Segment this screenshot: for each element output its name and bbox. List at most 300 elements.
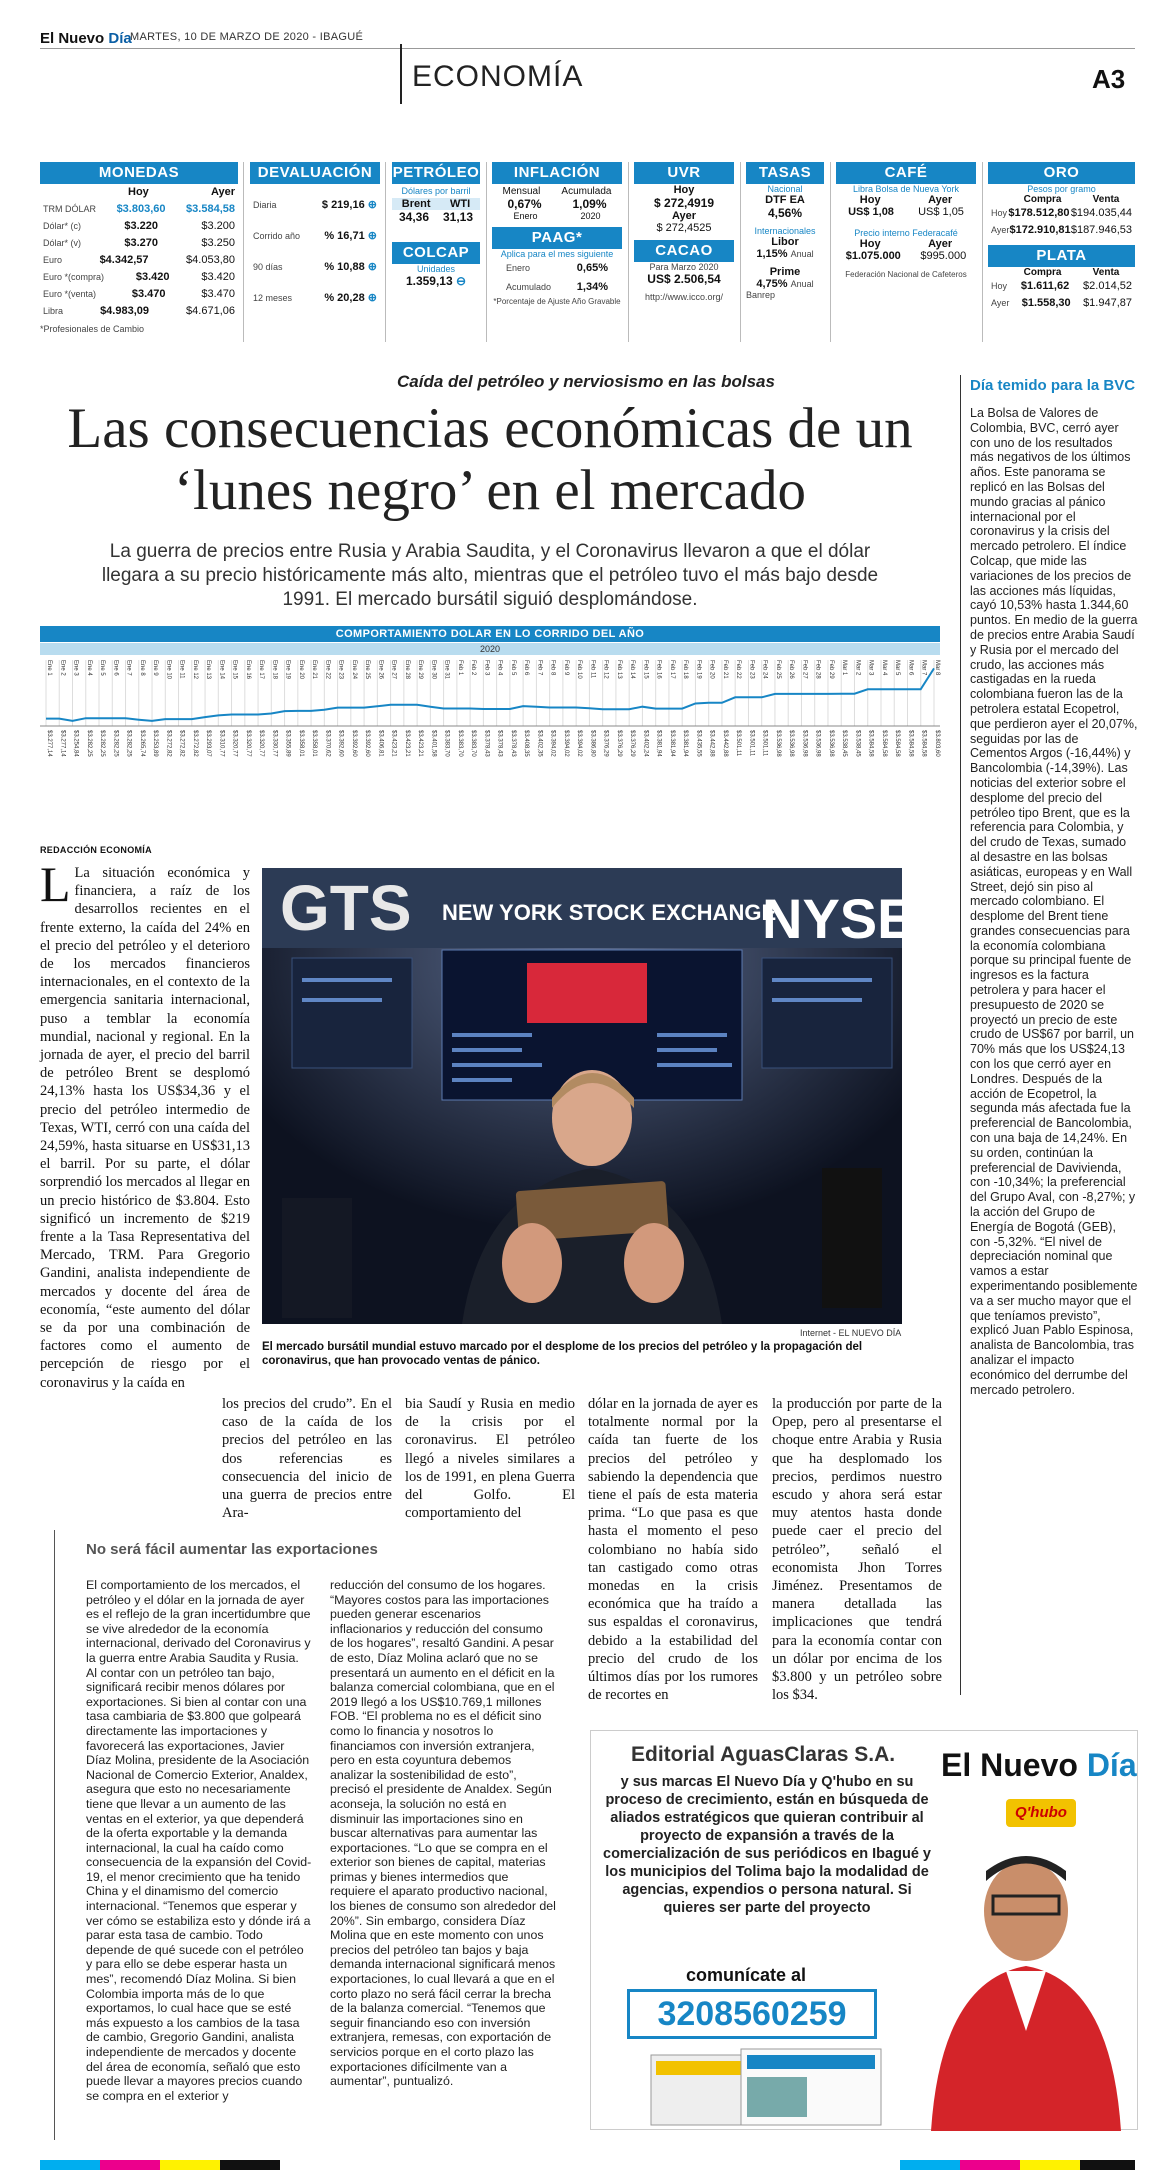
- chart-value-label: $3.378,43: [496, 730, 503, 757]
- chart-value-label: $3.355,89: [284, 730, 291, 757]
- article-column-1: [40, 856, 250, 1470]
- plata-rows-cell: Hoy: [991, 281, 1008, 291]
- sidebar-rule: [960, 375, 961, 1695]
- cafe-ny-ayer: US$ 1,05: [918, 206, 964, 218]
- cafe-hoy-label-2: Hoy: [859, 238, 881, 250]
- monedas-rows-cell: $3.420: [201, 271, 235, 283]
- cacao-source: http://www.icco.org/: [644, 292, 724, 302]
- monedas-rows-cell: $3.584,58: [186, 203, 235, 215]
- oro-title: ORO: [988, 162, 1135, 184]
- chart-x-tick: Feb 25: [774, 660, 781, 679]
- monedas-col-ayer: Ayer: [210, 186, 235, 198]
- chart-value-label: $3.320,77: [231, 730, 238, 757]
- inflacion-title: INFLACIÓN: [492, 162, 622, 184]
- deval-rows-cell: % 20,28 ⊕: [324, 292, 377, 304]
- chart-value-label: $3.584,58: [867, 730, 874, 757]
- plata-rows-cell: Ayer: [991, 298, 1010, 308]
- chart-x-tick: Ene 13: [205, 660, 212, 680]
- chart-value-label: $3.536,98: [827, 730, 834, 757]
- section-divider: [400, 44, 402, 104]
- chart-x-tick: Ene 6: [112, 660, 119, 676]
- colcap-title: COLCAP: [392, 242, 480, 264]
- deval-rows-cell: Diaria: [253, 200, 277, 210]
- monedas-rows-row: [40, 235, 238, 252]
- ad-logo-prefix: El Nuevo: [941, 1747, 1078, 1783]
- chart-value-label: $3.423,21: [417, 730, 424, 757]
- devaluacion-table: [250, 190, 380, 314]
- sign-nyse-long: NEW YORK STOCK EXCHANGE: [442, 900, 777, 925]
- chart-x-tick: Feb 14: [629, 660, 636, 679]
- oro-rows-cell: $178.512,80: [1008, 207, 1070, 219]
- chart-value-label: $3.320,77: [244, 730, 251, 757]
- chart-x-tick: Ene 19: [284, 660, 291, 680]
- chart-value-label: $3.401,58: [430, 730, 437, 757]
- chart-x-tick: Mar 5: [894, 660, 901, 676]
- chart-value-label: $3.277,14: [59, 730, 66, 757]
- chart-value-label: $3.253,89: [152, 730, 159, 757]
- chart-x-tick: Feb 27: [801, 660, 808, 679]
- inflacion-label-enero: Enero: [513, 211, 538, 221]
- tasas-box: [746, 162, 824, 342]
- sidebar-body: La Bolsa de Valores de Colombia, BVC, cerró ayer con uno de los resultados más negativos de los últimos años. Este panorama se replicó en las Bolsas del mundo gracias al pánico internacional por el coronavirus y la crisis del mercado petrolero. El índice Colcap, que mide las variaciones de los precios de las acciones más líquidas, cayó 10,53% hasta 1.344,60 puntos. En medio de la guerra de precios entre Arabia Saudí y Rusia por el mercado del crudo, las acciones más castigadas en la rueda colombiana fueron las de la petrolera estatal Ecopetrol, que perdieron ayer el 20,07%, seguidas por las de Cementos Argos (-16,44%) y Bancolombia (-14,39%). Las noticias del exterior sobre el desplome del precio del petróleo tipo Brent, que es la referencia para Colombia, y del crudo de Texas, sumado al desastre en las bolsas asiáticas, europeas y en Wall Street, dejó sin piso al mercado colombiano. El desplome del Brent tiene grandes consecuencias para la economía colombiana porque su principal fuente de ingresos es la factura petrolera y para hacer el presupuesto de 2020 se proyectó un precio de este crudo de US$67 por barril, un 70% más que los US$24,13 con los que cerró ayer en Londres. Después de la acción de Ecopetrol, la segunda más afectada fue la preferencial de Bancolombia, con una baja de 14,24%. En su orden, continúan la preferencial de Davivienda, con -10,34%; la preferencial del Grupo Aval, con -8,27%; y la acción del Grupo de Energía de Bogotá (GEB), con -5,32%. “El nivel de depreciación nominal que vamos a estar experimentando posiblemente va a ser mucho mayor que el que teníamos previsto”, explicó Juan Pablo Espinosa, analista de Bancolombia, tras analizar el impacto económico del derrumbe del mercado petrolero.: [970, 406, 1138, 1397]
- article-column-4: dólar en la jornada de ayer es totalmente normal por la caída tan fuerte de los precios del petróleo y sabiendo la dependencia que tiene el país de esta materia prima. “Lo que pasa es que hasta el momento el peso colombiano no había sido tan castigado como otras monedas en la crisis económica que ha traído a sus espaldas el coronavirus, debido a la estabilidad del precio del crudo de los últimos días por los rumores de recortes en: [588, 1396, 758, 1704]
- monedas-rows-cell: $3.200: [201, 220, 235, 232]
- inflacion-acumulada-label: Acumulada: [561, 186, 612, 197]
- oro-rows-cell: $194.035,44: [1070, 207, 1132, 219]
- chart-x-tick: Ene 12: [191, 660, 198, 680]
- tasas-dtf: 4,56%: [767, 206, 803, 220]
- chart-value-label: $3.394,02: [576, 730, 583, 757]
- chart-x-tick: Feb 18: [682, 660, 689, 679]
- deval-rows-cell: 90 días: [253, 262, 283, 272]
- chart-x-tick: Feb 5: [509, 660, 516, 676]
- chart-value-label: $3.394,02: [549, 730, 556, 757]
- cafe-ayer-label-2: Ayer: [928, 238, 953, 250]
- brent-value: 34,36: [398, 210, 430, 224]
- chart-x-tick: Feb 6: [523, 660, 530, 676]
- chart-x-tick: Ene 4: [85, 660, 92, 676]
- chart-x-tick: Feb 29: [827, 660, 834, 679]
- plata-rows-cell: $2.014,52: [1083, 280, 1132, 292]
- cacao-sub: Para Marzo 2020: [649, 262, 719, 272]
- paag-enero-label: Enero: [506, 263, 531, 273]
- plata-rows-cell: $1.558,30: [1021, 297, 1071, 309]
- uvr-hoy-label: Hoy: [673, 184, 695, 196]
- monedas-rows-cell: $4.342,57: [99, 254, 149, 266]
- colcap-value: 1.359,13: [405, 274, 453, 288]
- chart-value-label: $3.282,25: [99, 730, 106, 757]
- monedas-rows-cell: $3.470: [131, 288, 166, 300]
- monedas-rows-cell: Euro *(venta): [43, 289, 97, 299]
- drop-cap: L: [40, 856, 71, 912]
- monedas-rows-cell: Dólar* (c): [43, 221, 82, 231]
- cafe-source: Federación Nacional de Cafeteros: [845, 270, 967, 279]
- inflacion-acumulada: 1,09%: [572, 197, 607, 211]
- brent-label: Brent: [401, 198, 431, 210]
- monedas-rows-row: [40, 286, 238, 303]
- cafe-interno-hoy: $1.075.000: [845, 250, 901, 262]
- chart-value-label: $3.383,70: [470, 730, 477, 757]
- ad-logo: [941, 1747, 1137, 1784]
- chart-x-tick: Feb 21: [721, 660, 728, 679]
- uvr-hoy: $ 272,4919: [653, 196, 715, 210]
- chart-x-tick: Feb 15: [642, 660, 649, 679]
- cafe-sub: Libra Bolsa de Nueva York: [852, 184, 960, 194]
- chart-x-tick: Ene 28: [403, 660, 410, 680]
- chart-x-tick: Feb 17: [668, 660, 675, 679]
- chart-value-label: $3.584,58: [907, 730, 914, 757]
- chart-value-label: $3.392,60: [337, 730, 344, 757]
- chart-x-tick: Ene 5: [99, 660, 106, 676]
- registration-mark-y2: [1020, 2160, 1080, 2170]
- ad-newspapers-image: [651, 2047, 891, 2127]
- chart-x-tick: Feb 2: [470, 660, 477, 676]
- chart-x-tick: Mar 4: [880, 660, 887, 676]
- chart-x-tick: Ene 9: [152, 660, 159, 676]
- sidebar: [970, 378, 1138, 1706]
- article-column-2: los precios del crudo”. En el caso de la caída de los precios del petróleo en las dos referencias es consecuencia del inicio de una guerra de precios entre Ara-: [222, 1396, 392, 1522]
- oro-rows-row: [988, 222, 1135, 239]
- inflacion-mensual: 0,67%: [507, 197, 542, 211]
- chart-x-tick: Mar 1: [841, 660, 848, 676]
- chart-value-label: $3.538,45: [841, 730, 848, 757]
- monedas-rows-cell: TRM DÓLAR: [43, 204, 97, 214]
- chart-value-label: $3.272,82: [191, 730, 198, 757]
- box2-column-2: reducción del consumo de los hogares. “Mayores costos para las importaciones pueden generar escenarios inflacionarios y reducción del consumo de los hogares”, resaltó Gandini. A pesar de esto, Díaz Molina aclaró que no se presentará un aumento en el déficit en la balanza comercial colombiana, que en el 2019 llegó a los US$10.769,1 millones FOB. “El problema no es el déficit sino como lo financia y nosotros lo financiamos con inversión extranjera, pero en esta coyuntura debemos analizar la sostenibilidad de esto”, precisó el presidente de Analdex. Según aconseja, la solución no está en disminuir las importaciones sino en buscar alternativas para aumentar las exportaciones. “Lo que se compra en el exterior son bienes de capital, materias primas y bienes intermedios que requiere el aparato productivo nacional, los bienes de consumo son alrededor del 20%”. Sin embargo, considera Díaz Molina que en este momento con unos precios del petróleo tan bajos y baja demanda internacional significará menos exportaciones, lo cual llevará a que en el corto plazo no será fácil cerrar la brecha de la balanza comercial. “Tenemos que seguir financiando eso con inversión extranjera, remesas, con exportación de servicios porque en el corto plazo las exportaciones difícilmente van a aumentar”, puntualizó.: [330, 1578, 556, 2089]
- chart-x-tick: Feb 28: [814, 660, 821, 679]
- cafe-ny-hoy: US$ 1,08: [848, 206, 894, 218]
- deval-rows-cell: % 16,71 ⊕: [324, 230, 377, 242]
- monedas-box: [40, 162, 238, 342]
- chart-value-label: $3.584,58: [880, 730, 887, 757]
- chart-value-label: $3.402,35: [536, 730, 543, 757]
- chart-value-label: $3.378,43: [509, 730, 516, 757]
- chart-value-label: $3.381,94: [655, 730, 662, 757]
- deval-rows-cell: 12 meses: [253, 293, 293, 303]
- chart-value-label: $3.282,25: [112, 730, 119, 757]
- dollar-chart: [40, 656, 940, 792]
- ad-qhubo-logo: Q'hubo: [1006, 1799, 1076, 1827]
- chart-value-label: $3.265,74: [138, 730, 145, 757]
- chart-value-label: $3.406,81: [377, 730, 384, 757]
- monedas-rows-row: [40, 201, 238, 218]
- chart-value-label: $3.392,60: [350, 730, 357, 757]
- chart-x-tick: Ene 20: [297, 660, 304, 680]
- chart-x-tick: Mar 3: [867, 660, 874, 676]
- deval-rows-row: [250, 221, 380, 252]
- devaluacion-title: DEVALUACIÓN: [250, 162, 380, 184]
- chart-x-tick: Feb 11: [589, 660, 596, 679]
- trader-image: [262, 868, 915, 1324]
- oro-rows-cell: $172.910,81: [1009, 224, 1071, 236]
- chart-value-label: $3.392,60: [364, 730, 371, 757]
- advertisement: [590, 1730, 1138, 2130]
- tasas-source: Banrep: [746, 290, 776, 300]
- chart-value-label: $3.536,98: [788, 730, 795, 757]
- chart-x-tick: Feb 9: [562, 660, 569, 676]
- cafe-sub2: Precio interno Federacafé: [854, 228, 958, 238]
- sidebar-title: Día temido para la BVC: [970, 377, 1136, 394]
- ad-title: Editorial AguasClaras S.A.: [631, 1743, 896, 1766]
- chart-x-tick: Ene 22: [324, 660, 331, 680]
- chart-value-label: $3.381,94: [682, 730, 689, 757]
- monedas-note: *Profesionales de Cambio: [40, 324, 145, 334]
- chart-value-label: $3.435,55: [695, 730, 702, 757]
- wti-label: WTI: [450, 198, 471, 210]
- registration-mark-c2: [900, 2160, 960, 2170]
- tasas-intl: Internacionales: [754, 226, 816, 236]
- oro-rows-cell: Hoy: [991, 208, 1008, 218]
- chart-x-tick: Mar 8: [934, 660, 940, 676]
- cacao-value: US$ 2.506,54: [647, 272, 721, 286]
- chart-value-label: $3.442,88: [721, 730, 728, 757]
- markets-strip: [40, 162, 1135, 352]
- section-title: ECONOMÍA: [412, 60, 584, 93]
- oro-sub: Pesos por gramo: [1027, 184, 1096, 194]
- registration-mark-k2: [1080, 2160, 1135, 2170]
- tasas-dtf-label: DTF EA: [765, 194, 805, 206]
- tasas-libor-unit: Anual: [790, 249, 814, 259]
- chart-value-label: $3.536,98: [801, 730, 808, 757]
- monedas-rows-cell: Euro *(compra): [43, 272, 105, 282]
- plata-rows-cell: $1.947,87: [1083, 297, 1132, 309]
- inflacion-mensual-label: Mensual: [502, 186, 541, 197]
- chart-value-label: $3.501,11: [761, 730, 768, 757]
- chart-value-label: $3.293,07: [205, 730, 212, 757]
- registration-mark-y: [160, 2160, 220, 2170]
- byline: REDACCIÓN ECONOMÍA: [40, 845, 152, 855]
- ad-text: y sus marcas El Nuevo Día y Q'hubo en su proceso de crecimiento, están en búsqueda de aliados estratégicos que quieran contribuir al proyecto de expansión a través de la comercialización de sus periódicos en Ibagué y los municipios del Tolima bajo la modalidad de agencias, expendios o persona natural. Si quieres ser parte del proyecto: [603, 1774, 931, 1916]
- article-column-3: bia Saudí y Rusia en medio de la crisis por el coronavirus. El petróleo llegó a niveles similares a los de 1991, en plena Guerra del Golfo. El comportamiento del: [405, 1396, 575, 1522]
- chart-value-label: $3.272,82: [165, 730, 172, 757]
- chart-x-tick: Feb 1: [456, 660, 463, 676]
- chart-value-label: $3.501,11: [748, 730, 755, 757]
- deval-rows-cell: $ 219,16 ⊕: [321, 199, 377, 211]
- chart-x-tick: Feb 20: [708, 660, 715, 679]
- monedas-rows-row: [40, 269, 238, 286]
- oro-rows-row: [988, 205, 1135, 222]
- chart-value-label: $3.272,82: [178, 730, 185, 757]
- chart-value-label: $3.386,80: [589, 730, 596, 757]
- deval-rows-cell: % 10,88 ⊕: [324, 261, 377, 273]
- chart-x-tick: Feb 7: [536, 660, 543, 676]
- chart-value-label: $3.383,70: [456, 730, 463, 757]
- chart-x-tick: Ene 14: [218, 660, 225, 680]
- monedas-rows-row: [40, 252, 238, 269]
- paag-acum-label: Acumulado: [506, 282, 552, 292]
- chart-x-tick: Ene 3: [72, 660, 79, 676]
- chart-x-tick: Ene 1: [46, 660, 52, 676]
- chart-x-tick: Feb 3: [483, 660, 490, 676]
- chart-x-tick: Feb 26: [788, 660, 795, 679]
- deval-rows-row: [250, 283, 380, 314]
- page-number: A3: [1092, 64, 1126, 94]
- chart-subtitle: 2020: [40, 643, 940, 655]
- monedas-title: MONEDAS: [40, 162, 238, 184]
- petroleo-box: [392, 162, 480, 342]
- chart-value-label: $3.536,98: [814, 730, 821, 757]
- chart-value-label: $3.282,25: [125, 730, 132, 757]
- chart-x-tick: Ene 10: [165, 660, 172, 680]
- oro-table: [988, 205, 1135, 239]
- chart-x-tick: Feb 24: [761, 660, 768, 679]
- paag-acum-value: 1,34%: [576, 281, 608, 293]
- monedas-rows-cell: $3.803,60: [116, 203, 166, 215]
- chart-x-tick: Ene 23: [337, 660, 344, 680]
- registration-mark-m2: [960, 2160, 1020, 2170]
- chart-x-tick: Ene 31: [443, 660, 450, 680]
- registration-mark-k: [220, 2160, 280, 2170]
- monedas-col-hoy: Hoy: [128, 186, 149, 198]
- chart-x-tick: Mar 6: [907, 660, 914, 676]
- chart-value-label: $3.381,94: [668, 730, 675, 757]
- cacao-title: CACAO: [634, 240, 734, 262]
- issue-date: MARTES, 10 DE MARZO DE 2020 - IBAGUÉ: [130, 31, 364, 43]
- chart-value-label: $3.358,01: [311, 730, 318, 757]
- colcap-unit: Unidades: [416, 264, 456, 274]
- monedas-rows-cell: $3.220: [124, 220, 158, 232]
- plata-title: PLATA: [988, 245, 1135, 267]
- chart-value-label: $3.370,62: [324, 730, 331, 757]
- deval-rows-row: [250, 252, 380, 283]
- chart-x-tick: Mar 2: [854, 660, 861, 676]
- ad-phone: 3208560259: [627, 1989, 877, 2039]
- uvr-ayer-label: Ayer: [671, 210, 697, 222]
- chart-x-tick: Feb 13: [615, 660, 622, 679]
- tasas-title: TASAS: [746, 162, 824, 184]
- chart-x-tick: Ene 26: [377, 660, 384, 680]
- paag-title: PAAG*: [492, 227, 622, 249]
- chart-x-tick: Mar 7: [920, 660, 927, 676]
- monedas-rows-cell: Euro: [43, 255, 63, 265]
- monedas-rows-cell: $3.470: [201, 288, 235, 300]
- chart-value-label: $3.376,29: [629, 730, 636, 757]
- monedas-rows-cell: $3.270: [124, 237, 158, 249]
- chart-title: COMPORTAMIENTO DOLAR EN LO CORRIDO DEL AÑO: [40, 626, 940, 642]
- chart-value-label: $3.320,77: [258, 730, 265, 757]
- plata-rows-row: [988, 295, 1135, 312]
- chart-x-tick: Feb 22: [735, 660, 742, 679]
- ad-call: comunícate al: [686, 1965, 807, 1985]
- box2-rule: [54, 1530, 55, 2140]
- tasas-prime-unit: Anual: [790, 279, 814, 289]
- inflacion-label-year: 2020: [580, 211, 601, 221]
- chart-value-label: $3.310,77: [218, 730, 225, 757]
- monedas-rows-cell: $4.983,09: [100, 305, 149, 317]
- chart-value-label: $3.394,02: [562, 730, 569, 757]
- monedas-rows-cell: $3.250: [201, 237, 235, 249]
- monedas-rows-cell: $4.671,06: [186, 305, 235, 317]
- arrow-up-icon: ⊕: [364, 292, 377, 304]
- chart-x-tick: Ene 2: [59, 660, 66, 676]
- chart-x-tick: Ene 17: [258, 660, 265, 680]
- ad-person-image: [921, 1841, 1131, 2131]
- chart-value-label: $3.277,14: [46, 730, 52, 757]
- cafe-box: [836, 162, 976, 342]
- plata-venta-label: Venta: [1092, 267, 1120, 278]
- article-headline: Las consecuencias económicas de un ‘lunes negro’ en el mercado: [67, 397, 913, 522]
- chart-value-label: $3.282,25: [85, 730, 92, 757]
- chart-x-tick: Ene 15: [231, 660, 238, 680]
- cafe-title: CAFÉ: [836, 162, 976, 184]
- cafe-interno-ayer: $995.000: [920, 250, 967, 262]
- chart-value-label: $3.402,24: [642, 730, 649, 757]
- chart-value-label: $3.501,11: [735, 730, 742, 757]
- chart-value-label: $3.330,77: [271, 730, 278, 757]
- sign-gts: GTS: [280, 872, 412, 944]
- chart-value-label: $3.376,29: [615, 730, 622, 757]
- chart-x-tick: Feb 10: [576, 660, 583, 679]
- paag-enero-value: 0,65%: [576, 262, 608, 274]
- chart-x-tick: Feb 12: [602, 660, 609, 679]
- arrow-up-icon: ⊕: [364, 230, 377, 242]
- chart-value-label: $3.378,43: [483, 730, 490, 757]
- monedas-rows-cell: Libra: [43, 306, 64, 316]
- petroleo-title: PETRÓLEO: [392, 162, 480, 184]
- cafe-hoy-label: Hoy: [859, 194, 881, 206]
- uvr-title: UVR: [634, 162, 734, 184]
- devaluacion-box: [250, 162, 380, 342]
- chart-x-tick: Ene 30: [430, 660, 437, 680]
- article-deck: La guerra de precios entre Rusia y Arabia Saudita, y el Coronavirus llevaron a que el dólar llegara a su precio históricamente más alto, mientras que el petróleo tuvo el más bajo desde 1991. El mercado bursátil siguió desplomándose.: [101, 541, 879, 610]
- tasas-nacional: Nacional: [767, 184, 803, 194]
- plata-compra-label: Compra: [1023, 267, 1062, 278]
- oro-box: [988, 162, 1135, 342]
- monedas-rows-row: [40, 303, 238, 320]
- photo-caption: El mercado bursátil mundial estuvo marcado por el desplome de los precios del petróleo y la propagación del coronavirus, que han provocado ventas de pánico.: [262, 1341, 863, 1367]
- chart-value-label: $3.254,84: [72, 730, 79, 757]
- chart-value-label: $3.376,29: [602, 730, 609, 757]
- chart-x-tick: Feb 19: [695, 660, 702, 679]
- chart-value-label: $3.423,21: [390, 730, 397, 757]
- chart-x-tick: Feb 4: [496, 660, 503, 676]
- wti-value: 31,13: [442, 210, 474, 224]
- deval-rows-cell: Corrido año: [253, 231, 301, 241]
- oro-rows-cell: $187.946,53: [1070, 224, 1132, 236]
- monedas-rows-row: [40, 218, 238, 235]
- photo-credit: Internet - EL NUEVO DÍA: [800, 1328, 902, 1338]
- chart-x-tick: Feb 16: [655, 660, 662, 679]
- tasas-prime-label: Prime: [769, 266, 801, 278]
- article-kicker: Caída del petróleo y nerviosismo en las bolsas: [397, 372, 775, 391]
- chart-x-tick: Ene 18: [271, 660, 278, 680]
- chart-value-label: $3.442,88: [708, 730, 715, 757]
- chart-x-tick: Ene 16: [244, 660, 251, 680]
- plata-rows-cell: $1.611,62: [1020, 280, 1070, 292]
- chart-x-tick: Feb 23: [748, 660, 755, 679]
- oro-venta-label: Venta: [1092, 194, 1120, 205]
- chart-x-tick: Ene 25: [364, 660, 371, 680]
- plata-table: [988, 278, 1135, 312]
- chart-value-label: $3.423,21: [403, 730, 410, 757]
- header-rule: [40, 48, 1135, 49]
- article-column-5: la producción por parte de la Opep, pero al presentarse el choque entre Arabia y Rusia que ha desplomado los precios, perdimos nuestro escudo y ahora será estar muy atentos hasta donde puede caer el precio del petróleo”, señaló el economista Jhon Torres Jiménez. Presentamos de manera detallada las implicaciones que tendrá para la economía contar con un dólar por encima de los $3.800 y un petróleo sobre los $34.: [772, 1396, 942, 1704]
- chart-x-tick: Feb 8: [549, 660, 556, 676]
- cafe-ayer-label: Ayer: [928, 194, 953, 206]
- chart-x-tick: Ene 7: [125, 660, 132, 676]
- masthead-logo: El Nuevo Día: [40, 30, 132, 47]
- chart-value-label: $3.584,58: [894, 730, 901, 757]
- ad-logo-accent: Día: [1086, 1747, 1137, 1783]
- deval-rows-row: [250, 190, 380, 221]
- uvr-box: [634, 162, 734, 342]
- paag-sub: Aplica para el mes siguiente: [500, 249, 614, 259]
- chart-value-label: $3.383,70: [443, 730, 450, 757]
- tasas-prime: 4,75%: [756, 278, 788, 290]
- sign-nyse: NYSE: [762, 887, 915, 950]
- monedas-rows-cell: Dólar* (v): [43, 238, 82, 248]
- plata-rows-row: [988, 278, 1135, 295]
